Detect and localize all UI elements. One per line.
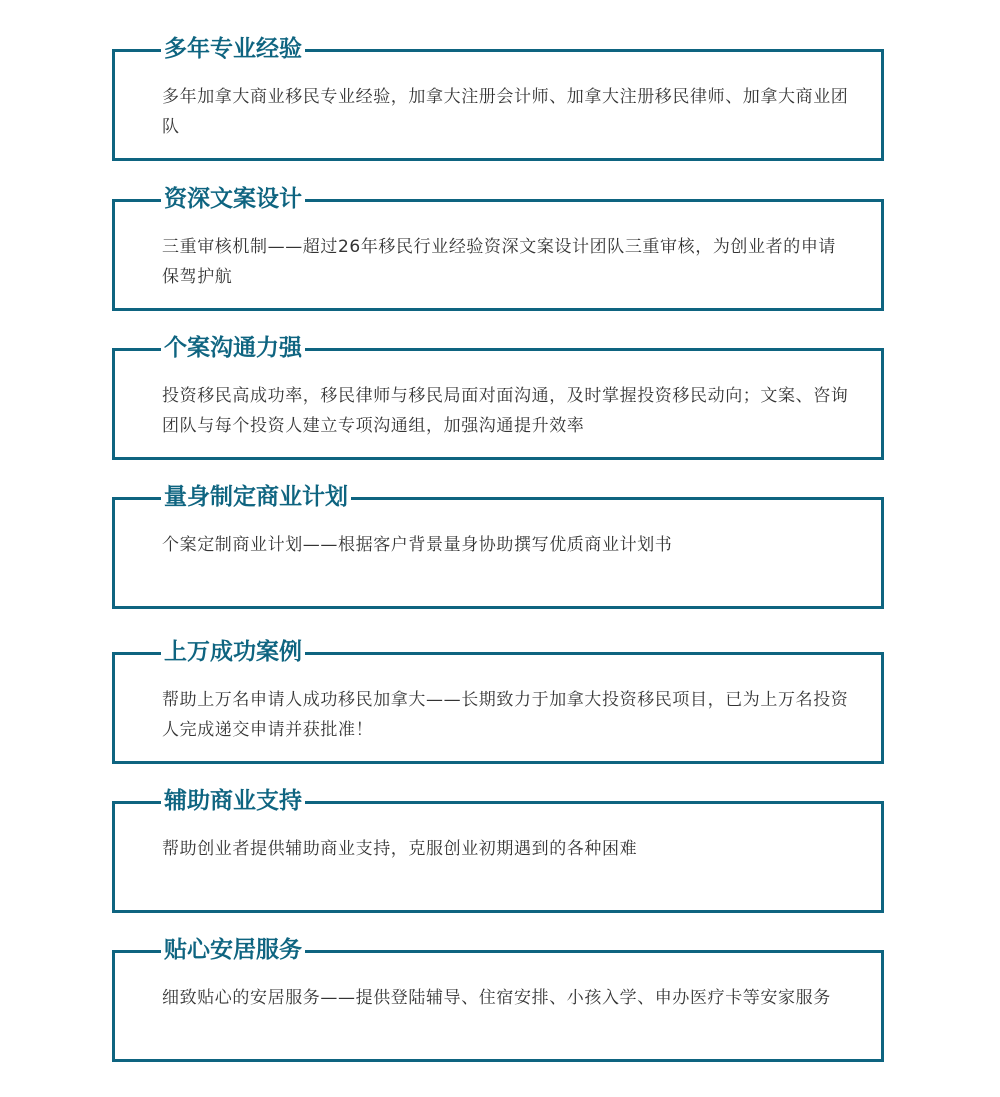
feature-description: 个案定制商业计划——根据客户背景量身协助撰写优质商业计划书 [162, 535, 673, 555]
feature-description: 帮助上万名申请人成功移民加拿大——长期致力于加拿大投资移民项目，已为上万名投资人完成递交申请并获批准！ [162, 690, 849, 740]
feature-description: 投资移民高成功率，移民律师与移民局面对面沟通，及时掌握投资移民动向；文案、咨询团队与每个投资人建立专项沟通组，加强沟通提升效率 [162, 386, 849, 436]
feature-description: 帮助创业者提供辅助商业支持，克服创业初期遇到的各种困难 [162, 839, 638, 859]
feature-title: 量身制定商业计划 [161, 481, 351, 513]
feature-card-2 [112, 185, 884, 311]
feature-card-4 [112, 483, 884, 609]
feature-description: 细致贴心的安居服务——提供登陆辅导、住宿安排、小孩入学、申办医疗卡等安家服务 [162, 988, 831, 1008]
feature-card-7 [112, 936, 884, 1062]
feature-title: 个案沟通力强 [161, 332, 305, 364]
feature-card-5 [112, 638, 884, 764]
feature-title: 贴心安居服务 [161, 934, 305, 966]
feature-description: 三重审核机制——超过26年移民行业经验资深文案设计团队三重审核，为创业者的申请保驾护航 [162, 237, 837, 287]
feature-card-1 [112, 35, 884, 161]
feature-card-3 [112, 334, 884, 460]
feature-description: 多年加拿大商业移民专业经验，加拿大注册会计师、加拿大注册移民律师、加拿大商业团队 [162, 87, 849, 137]
feature-card-6 [112, 787, 884, 913]
feature-title: 多年专业经验 [161, 33, 305, 65]
feature-title: 辅助商业支持 [161, 785, 305, 817]
feature-title: 上万成功案例 [161, 636, 305, 668]
feature-title: 资深文案设计 [161, 183, 305, 215]
